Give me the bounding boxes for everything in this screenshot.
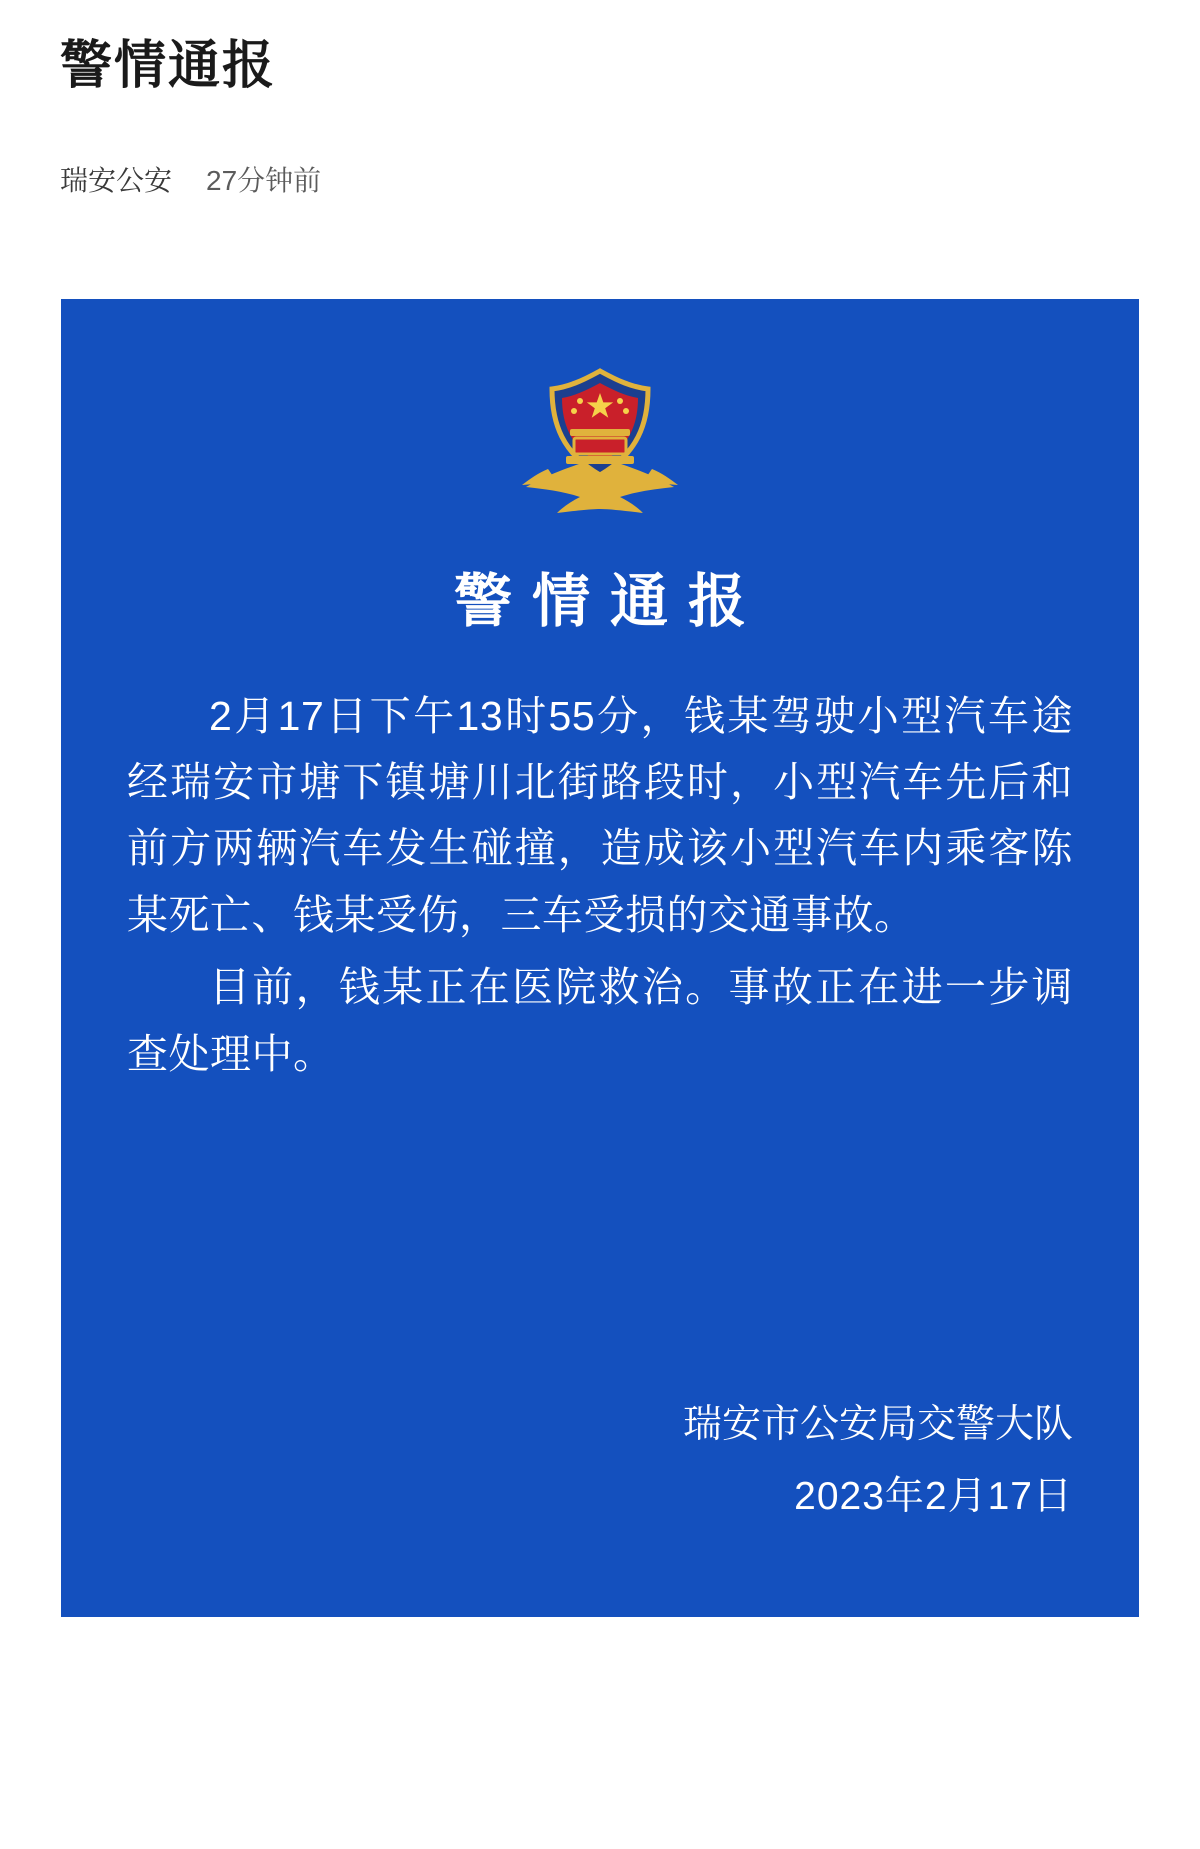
poster-paragraph-1: 2月17日下午13时55分，钱某驾驶小型汽车途经瑞安市塘下镇塘川北街路段时，小型汽车先后和前方两辆汽车发生碰撞，造成该小型汽车内乘客陈某死亡、钱某受伤，三车受损的交通事故。 — [127, 692, 1073, 938]
page-title: 警情通报 — [60, 37, 277, 95]
poster-paragraph-2: 目前，钱某正在医院救治。事故正在进一步调查处理中。 — [127, 964, 1073, 1077]
article-meta — [60, 159, 1140, 199]
issuing-authority: 瑞安市公安局交警大队 — [682, 1402, 1073, 1446]
poster-body — [127, 683, 1073, 1087]
china-police-emblem-icon — [510, 361, 690, 529]
police-notice-poster — [61, 299, 1139, 1617]
poster-heading: 警情通报 — [453, 569, 766, 634]
poster-signature-block — [683, 1389, 1073, 1533]
article-timestamp: 27分钟前 — [206, 165, 322, 196]
article-header — [0, 0, 1200, 199]
issue-date: 2023年2月17日 — [794, 1474, 1073, 1518]
article-source[interactable]: 瑞安公安 — [60, 165, 173, 196]
poster-container — [0, 299, 1200, 1617]
